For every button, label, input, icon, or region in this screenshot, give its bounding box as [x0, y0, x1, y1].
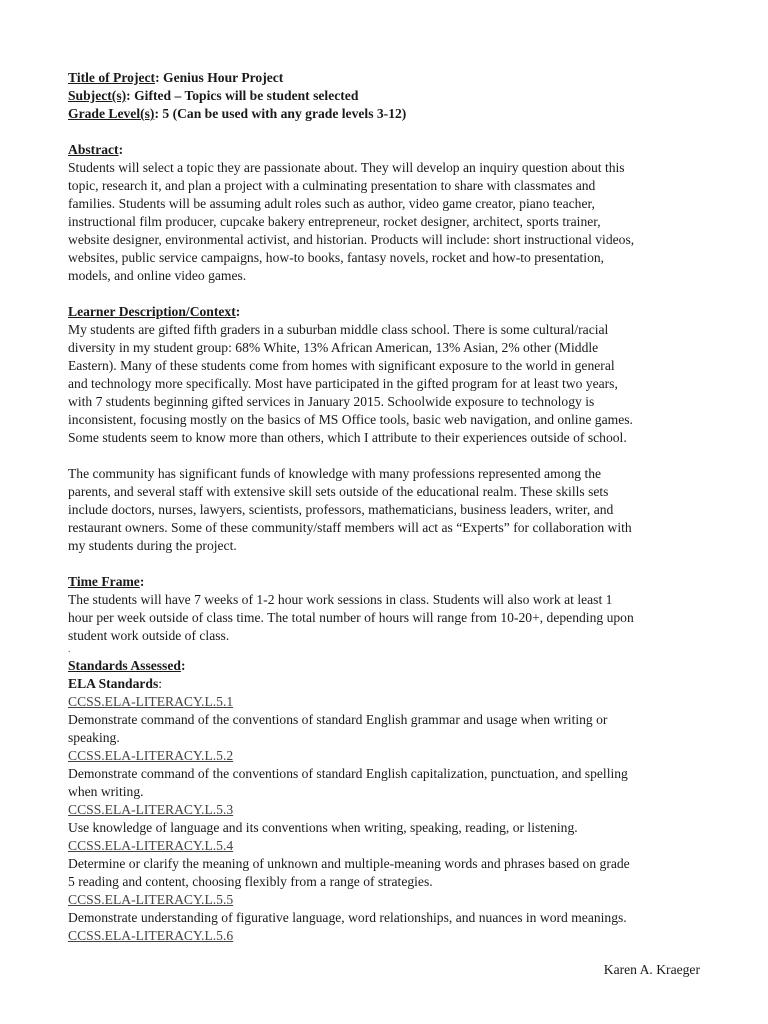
grade-value: 5 (Can be used with any grade levels 3-12) [162, 106, 407, 121]
learner-line: Eastern). Many of these students come from homes with significant exposure to the world in general [68, 358, 615, 373]
abstract-line: families. Students will be assuming adult roles such as author, video game creator, piano teacher, [68, 196, 595, 211]
abstract-heading: Abstract [68, 142, 119, 157]
standard-item [68, 693, 708, 747]
standard-item [68, 837, 708, 891]
learner-paragraph-2 [68, 465, 708, 555]
ela-standards-line: ELA Standards: [68, 676, 163, 691]
abstract-line: Students will select a topic they are passionate about. They will develop an inquiry question about this [68, 160, 625, 175]
project-title-label: Title of Project [68, 70, 156, 85]
subject-line: Subject(s): Gifted – Topics will be student selected [68, 88, 359, 103]
learner-line: diversity in my student group: 68% White, 13% African American, 13% Asian, 2% other (Middle [68, 340, 599, 355]
standards-heading-line: Standards Assessed: [68, 658, 186, 673]
subject-label: Subject(s) [68, 88, 127, 103]
standard-link[interactable]: CCSS.ELA-LITERACY.L.5.4 [68, 838, 234, 853]
learner-paragraph-1 [68, 321, 708, 447]
standard-description: when writing. [68, 784, 144, 799]
standard-description: Demonstrate command of the conventions of standard English grammar and usage when writing or [68, 712, 608, 727]
learner-line: inconsistent, focusing mostly on the basics of MS Office tools, basic web navigation, and online games. [68, 412, 633, 427]
standard-link[interactable]: CCSS.ELA-LITERACY.L.5.6 [68, 928, 234, 943]
abstract-line: instructional film producer, cupcake bakery entrepreneur, rocket designer, architect, sports trainer, [68, 214, 601, 229]
stray-dot: . [68, 644, 71, 655]
standard-item [68, 747, 708, 801]
standards-heading: Standards Assessed [68, 658, 181, 673]
learner-line: with 7 students beginning gifted services in January 2015. Schoolwide exposure to technology is [68, 394, 595, 409]
learner-line: include doctors, nurses, lawyers, scientists, professors, mathematicians, business leaders, writer, and [68, 502, 614, 517]
learner-line: and technology more specifically. Most have participated in the gifted program for at least two years, [68, 376, 618, 391]
timeframe-line: student work outside of class. [68, 628, 230, 643]
ela-standards-heading: ELA Standards [68, 676, 159, 691]
abstract-body [68, 159, 708, 285]
standard-item [68, 891, 708, 927]
learner-heading: Learner Description/Context [68, 304, 236, 319]
timeframe-heading: Time Frame [68, 574, 140, 589]
standard-description: Use knowledge of language and its conventions when writing, speaking, reading, or listening. [68, 820, 578, 835]
footer-author: Karen A. Kraeger [603, 962, 700, 977]
grade-line: Grade Level(s): 5 (Can be used with any grade levels 3-12) [68, 106, 407, 121]
abstract-line: websites, public service campaigns, how-to books, fantasy novels, rocket and how-to presentation, [68, 250, 605, 265]
abstract-line: website designer, environmental activist, and historian. Products will include: short instructional videos, [68, 232, 635, 247]
abstract-line: models, and online video games. [68, 268, 247, 283]
standard-description: speaking. [68, 730, 120, 745]
timeframe-line: The students will have 7 weeks of 1-2 hour work sessions in class. Students will also work at least 1 [68, 592, 613, 607]
learner-line: Some students seem to know more than others, which I attribute to their experiences outside of school. [68, 430, 627, 445]
project-title-line: Title of Project: Genius Hour Project [68, 70, 284, 85]
document-page [68, 69, 708, 945]
timeframe-line: hour per week outside of class time. The total number of hours will range from 10-20+, depending upon [68, 610, 634, 625]
learner-line: my students during the project. [68, 538, 237, 553]
timeframe-heading-line: Time Frame: [68, 574, 145, 589]
abstract-heading-line: Abstract: [68, 142, 124, 157]
standard-link[interactable]: CCSS.ELA-LITERACY.L.5.1 [68, 694, 234, 709]
standard-link[interactable]: CCSS.ELA-LITERACY.L.5.5 [68, 892, 234, 907]
standard-description: 5 reading and content, choosing flexibly from a range of strategies. [68, 874, 433, 889]
project-title-value: Genius Hour Project [163, 70, 284, 85]
learner-heading-line: Learner Description/Context: [68, 304, 241, 319]
subject-value: Gifted – Topics will be student selected [134, 88, 359, 103]
standard-item [68, 927, 708, 945]
timeframe-body [68, 591, 708, 645]
standard-link[interactable]: CCSS.ELA-LITERACY.L.5.2 [68, 748, 234, 763]
learner-line: My students are gifted fifth graders in a suburban middle class school. There is some cultural/racial [68, 322, 609, 337]
standard-link[interactable]: CCSS.ELA-LITERACY.L.5.3 [68, 802, 234, 817]
standard-description: Determine or clarify the meaning of unknown and multiple-meaning words and phrases based on grade [68, 856, 630, 871]
abstract-line: topic, research it, and plan a project with a culminating presentation to share with classmates and [68, 178, 596, 193]
grade-label: Grade Level(s) [68, 106, 155, 121]
learner-line: parents, and several staff with extensive skill sets outside of the educational realm. These skills sets [68, 484, 609, 499]
standard-description: Demonstrate understanding of figurative language, word relationships, and nuances in word meanings. [68, 910, 627, 925]
standard-description: Demonstrate command of the conventions of standard English capitalization, punctuation, and spelling [68, 766, 628, 781]
learner-line: restaurant owners. Some of these community/staff members will act as “Experts” for collaboration with [68, 520, 632, 535]
learner-line: The community has significant funds of knowledge with many professions represented among the [68, 466, 602, 481]
standard-item [68, 801, 708, 837]
